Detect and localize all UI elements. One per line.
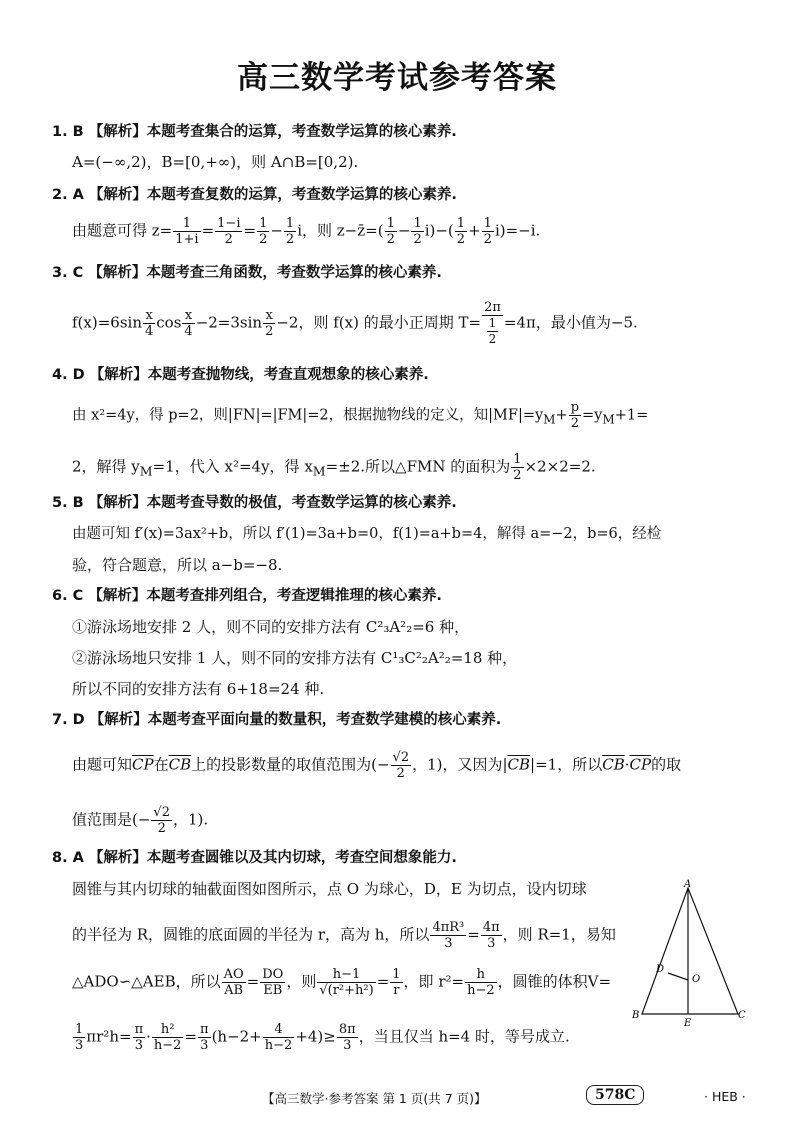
q8-body-line2: 的半径为 R，圆锥的底面圆的半径为 r，高为 h，所以 $\frac{\text{4πR³}}{3}$ = $\frac{4\pi}{3}$ ，则 R=1，易知	[72, 920, 616, 951]
q1-heading: 1. B 【解析】本题考查集合的运算，考查数学运算的核心素养.	[52, 124, 457, 140]
q7-body-line2: 值范围是(− $\frac{√2}{2}$ ，1).	[72, 805, 209, 836]
radius-od	[668, 973, 688, 980]
q6-body-line2: ②游泳场地只安排 1 人，则不同的安排方法有 C¹₃C²₂A²₂=18 种，	[72, 649, 518, 667]
footer-page-info: 【高三数学·参考答案 第 1 页(共 7 页)】	[262, 1091, 487, 1106]
q1-body: A=(−∞,2)，B=[0,+∞)，则 A∩B=[0,2).	[72, 153, 359, 171]
page-title: 高三数学考试参考答案	[237, 60, 557, 96]
label-a: A	[684, 879, 692, 890]
q8-body-line4: $\frac{1}{3}$ πr²h= $\frac{\pi}{3}$ · $\frac{\text{h²}}{h-2}$ = $\frac{\pi}{3}$ (h−2+ $\frac{4}{h-2}$ +4)≥ $\frac{8\pi}{3}$ ，当且仅当 h=4 时，等号成立.	[75, 1022, 570, 1053]
q6-body-line3: 所以不同的安排方法有 6+18=24 种.	[72, 680, 325, 698]
q4-body-line1: 由 x²=4y，得 p=2，则|FN|=|FM|=2，根据抛物线的定义，知$|MF|=y_M+$ $\frac{p}{2}$ $=y_M+1=$	[72, 400, 649, 431]
q5-body-line1: 由题可知 f′(x)=3ax²+b，所以 f′(1)=3a+b=0，f(1)=a+b=4，解得 a=−2，b=6，经检	[72, 526, 662, 542]
q8-heading: 8. A 【解析】本题考查圆锥以及其内切球，考查空间想象能力.	[52, 850, 457, 866]
q4-body-line2: 2，解得 $y_M=1$，代入 x²=4y，得 $x_M=\pm 2$.所以△FMN 的面积为 $\frac{1}{2}$ ×2×2=2.	[72, 452, 596, 483]
q6-body-line1: ①游泳场地安排 2 人，则不同的安排方法有 C²₃A²₂=6 种，	[72, 618, 470, 636]
q4-heading: 4. D 【解析】本题考查抛物线，考查直观想象的核心素养.	[52, 367, 429, 383]
cone-cross-section-diagram	[628, 878, 758, 1028]
footer-region-tag: · HEB ·	[704, 1089, 746, 1104]
q7-body-line1: 由题可知$\overline{CP}$在$\overline{CB}$上的投影数量的取值范围为(− $\frac{√2}{2}$ ，1)，又因为$|\overline{CB}|=1$，所以$\overline{CB}\cdot\overline{CP}$的取	[72, 750, 682, 781]
q8-body-line1: 圆锥与其内切球的轴截面图如图所示，点 O 为球心，D，E 为切点，设内切球	[72, 880, 587, 898]
q7-heading: 7. D 【解析】本题考查平面向量的数量积，考查数学建模的核心素养.	[52, 712, 502, 728]
q2-heading: 2. A 【解析】本题考查复数的运算，考查数学运算的核心素养.	[52, 187, 457, 203]
q3-heading: 3. C 【解析】本题考查三角函数，考查数学运算的核心素养.	[52, 265, 442, 281]
q8-body-line3: △ADO∽△AEB，所以 $\frac{AO}{AB}$ = $\frac{DO}{EB}$ ，则 $\frac{h-1}{\text{√(r²+h²)}}$ = $\frac{1}{r}$ ，即 r²= $\frac{h}{h-2}$ ，圆锥的体积V=	[72, 967, 612, 998]
q6-heading: 6. C 【解析】本题考查排列组合，考查逻辑推理的核心素养.	[52, 588, 442, 604]
label-b: B	[632, 1010, 640, 1021]
label-e: E	[684, 1018, 692, 1028]
q2-body: 由题意可得 z= $\frac{1}{1+i}$ = $\frac{1-i}{2}$ = $\frac{1}{2}$ − $\frac{1}{2}$ i，则 z−z̄=( $\frac{1}{2}$ − $\frac{1}{2}$ i)−( $\frac{1}{2}$ + $\frac{1}{2}$ i)=−i.	[72, 216, 541, 247]
q3-body: f(x)=6sin $\frac{x}{4}$ cos $\frac{x}{4}$ −2=3sin $\frac{x}{2}$ −2，则 f(x) 的最小正周期 T= $\frac{2\pi}{\frac{1}{2}}$ =4π，最小值为−5.	[72, 300, 638, 346]
label-c: C	[738, 1010, 746, 1021]
cone-triangle	[642, 888, 738, 1014]
label-o: O	[692, 974, 701, 985]
q5-body-line2: 验，符合题意，所以 a−b=−8.	[72, 556, 283, 574]
footer-paper-code: 578C	[586, 1085, 644, 1105]
q5-heading: 5. B 【解析】本题考查导数的极值，考查数学运算的核心素养.	[52, 495, 457, 511]
label-d: D	[656, 964, 665, 975]
